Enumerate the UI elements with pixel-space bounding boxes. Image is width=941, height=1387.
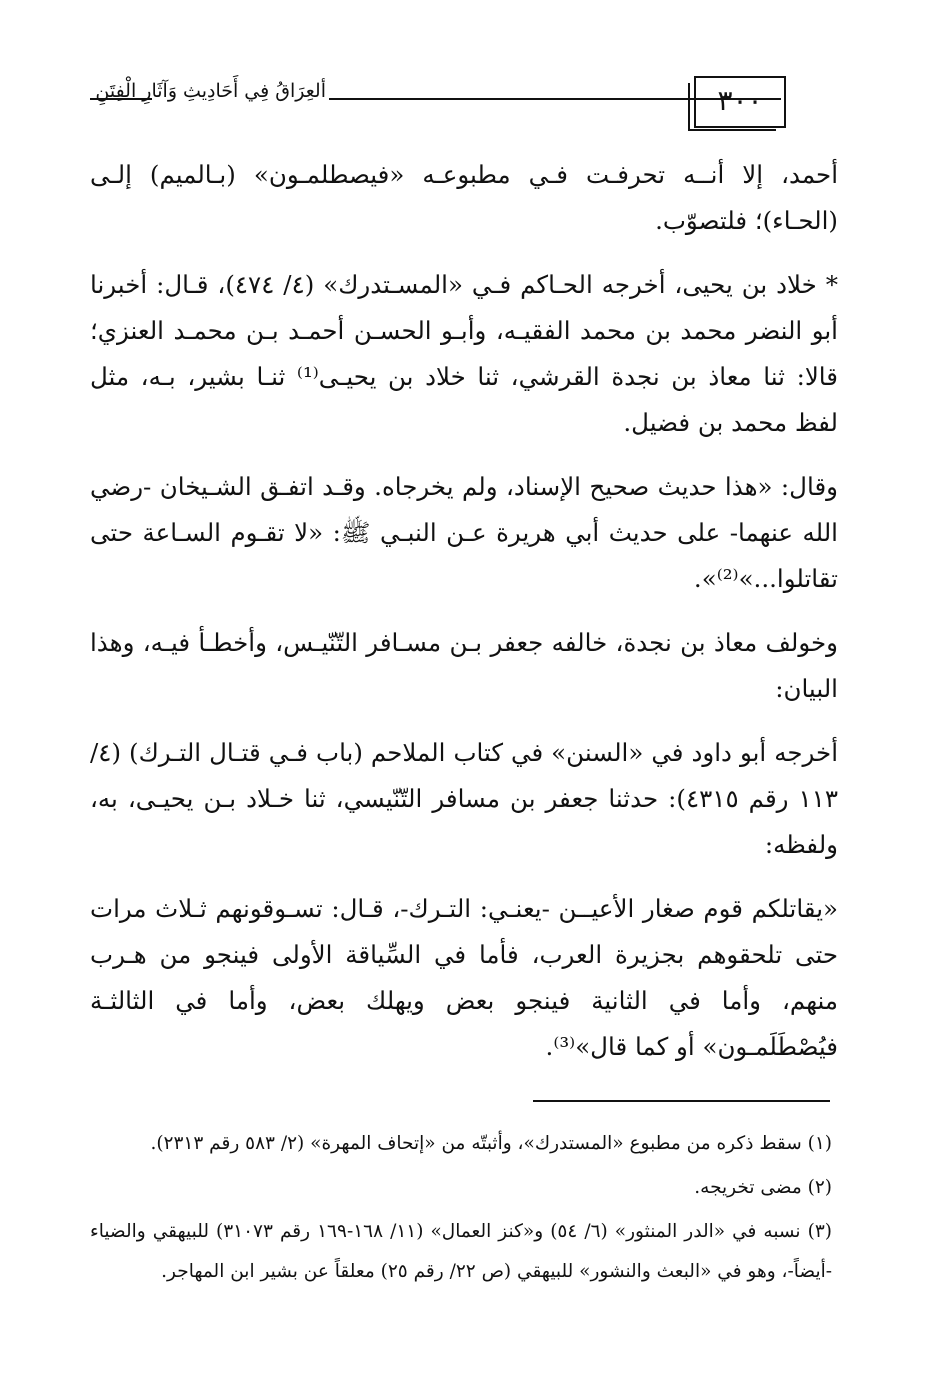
running-title: ألعِرَاقُ فِي أَحَادِيثِ وَآثَارِ الْفِتَنِ — [95, 80, 326, 102]
page-number-frame — [694, 76, 786, 128]
main-text — [90, 152, 838, 1088]
footnote-1: (١) سقط ذكره من مطبوع «المستدرك»، وأثبتّه من «إتحاف المهرة» (٢/ ٥٨٣ رقم ٢٣١٣). — [150, 1133, 832, 1154]
paragraph-4: وخولف معاذ بن نجدة، خالفه جعفر بـن مسـافر التّنّيـس، وأخطـأ فيـه، وهذا البيان: — [90, 628, 838, 703]
paragraph-5: أخرجه أبو داود في «السنن» في كتاب الملاحم (باب فـي قتـال التـرك) (٤/ ١١٣ رقم ٤٣١٥): حدثنا جعفر بن مسافر التّنّيسي، ثنا خـلاد بـن يحيـى، به، ولفظه: — [90, 738, 838, 859]
paragraph-2: * خلاد بن يحيى، أخرجه الحـاكم فـي «المسـتدرك» (٤/ ٤٧٤)، قـال: أخبرنا أبو النضر محمد بن محمد الفقيـه، وأبـو الحسـن أحمـد بـن محمـد العنزي؛ قالا: ثنا معاذ بن نجدة القرشي، ثنا خلاد بن يحيـى⁽¹⁾ ثنـا بشير، بـه، مثل لفظ محمد بن فضيل. — [90, 270, 838, 437]
page-number: ٣٠٠ — [717, 84, 763, 117]
footnote-separator — [533, 1100, 830, 1102]
paragraph-3: وقال: «هذا حديث صحيح الإسناد، ولم يخرجاه. وقـد اتفـق الشـيخان -رضي الله عنهما- على حديث أبي هريرة عـن النبـي ﷺ: «لا تقـوم السـاعة حتى تقاتلوا...»⁽²⁾». — [90, 472, 838, 593]
page-header — [90, 78, 855, 138]
footnote-3: (٣) نسبه في «الدر المنثور» (٦/ ٥٤) و«كنز العمال» (١١/ ١٦٨-١٦٩ رقم ٣١٠٧٣) للبيهقي والضياء -أيضاً-، وهو في «البعث والنشور» للبيهقي (ص ٢٢/ رقم ٢٥) معلقاً عن بشير ابن المهاجر. — [90, 1221, 832, 1282]
footnote-2: (٢) مضى تخريجه. — [694, 1177, 832, 1198]
paragraph-6: «يقاتلكم قوم صغار الأعيــن -يعنـي: التـرك-، قـال: تسـوقونهم ثـلاث مرات حتى تلحقوهم بجزيرة العرب، فأما في السِّياقة الأولى فينجو من هـرب منهم، وأما في الثانية فينجو بعض ويهلك بعض، وأما في الثالثـة فيُصْطَلَمـون» أو كما قال»⁽³⁾. — [90, 894, 838, 1061]
paragraph-1: أحمد، إلا أنــه تحرفـت فـي مطبوعـه «فيصطلمـون» (بـالميم) إلـى (الحـاء)؛ فلتصوّب. — [90, 160, 838, 235]
footnotes — [90, 1124, 832, 1296]
